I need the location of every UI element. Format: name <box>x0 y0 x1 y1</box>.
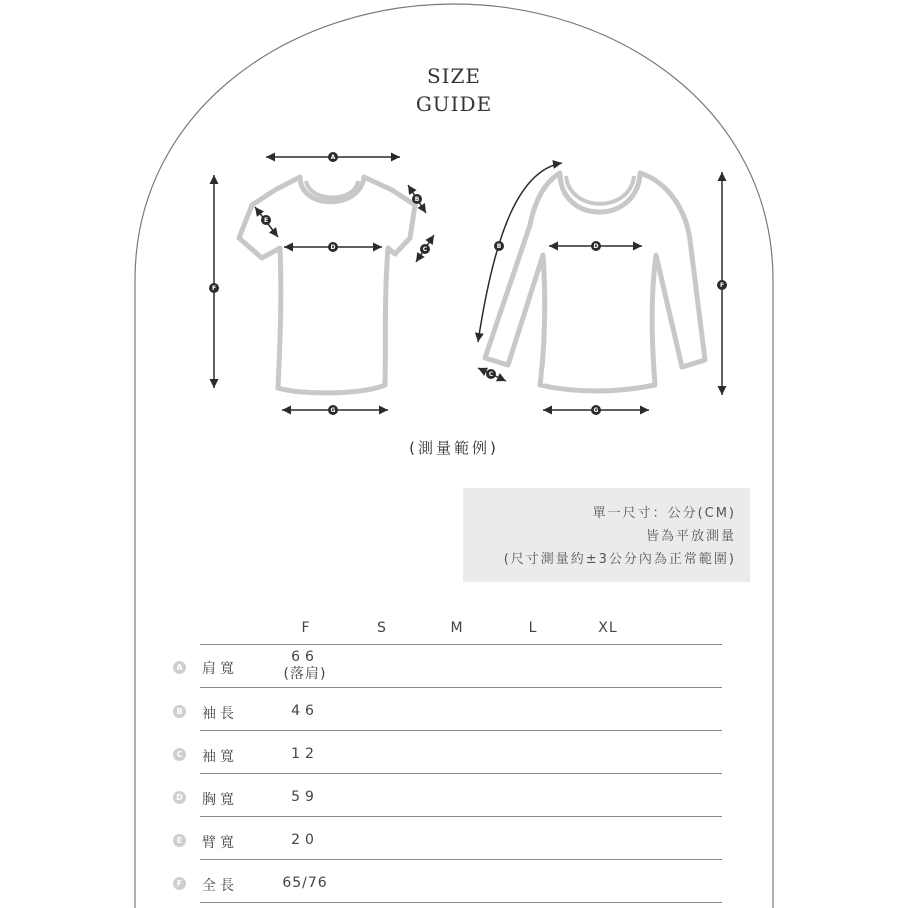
row-label: 肩寬 <box>202 661 238 677</box>
svg-text:C: C <box>422 246 428 253</box>
row-value-f: 12 <box>291 746 319 762</box>
row-label: 臂寬 <box>202 835 238 851</box>
marker-f-left <box>209 283 219 293</box>
svg-text:G: G <box>593 407 599 414</box>
table-row <box>0 816 908 859</box>
marker-f-right <box>717 280 727 290</box>
table-divider <box>200 902 722 903</box>
svg-text:D: D <box>330 244 336 251</box>
col-head-l: L <box>528 620 538 636</box>
measurement-note <box>463 488 750 582</box>
row-label: 袖寬 <box>202 749 238 765</box>
longsleeve-outline <box>485 173 705 391</box>
svg-text:G: G <box>330 407 336 414</box>
marker-c-long <box>486 369 496 379</box>
marker-c-short <box>420 244 430 254</box>
marker-b-short <box>412 194 422 204</box>
svg-text:F: F <box>719 282 725 289</box>
row-value-f: 20 <box>291 832 319 848</box>
note-line-2: 皆為平放測量 <box>645 529 736 544</box>
col-head-m: M <box>450 620 464 636</box>
svg-text:B: B <box>414 196 420 203</box>
svg-text:C: C <box>488 371 494 378</box>
tshirt-outline <box>239 177 415 393</box>
row-value-f: 66 <box>291 649 319 665</box>
marker-e <box>261 215 271 225</box>
marker-g-long <box>591 405 601 415</box>
table-row <box>0 687 908 730</box>
marker-d-long <box>591 241 601 251</box>
col-head-s: S <box>377 620 387 636</box>
table-row <box>0 644 908 687</box>
marker-a <box>328 152 338 162</box>
svg-text:A: A <box>330 154 336 161</box>
row-badge: B <box>173 705 186 718</box>
col-head-f: F <box>301 620 311 636</box>
svg-text:E: E <box>263 217 269 224</box>
title-line-1: SIZE <box>426 64 482 88</box>
row-value-f: 65/76 <box>282 875 328 891</box>
row-value-f: 46 <box>291 703 319 719</box>
row-badge: E <box>173 834 186 847</box>
row-label: 全長 <box>202 878 238 894</box>
row-badge: A <box>173 661 186 674</box>
row-label: 袖長 <box>202 706 238 722</box>
row-badge: D <box>173 791 186 804</box>
svg-text:B: B <box>496 243 502 250</box>
col-head-xl: XL <box>598 620 618 636</box>
table-row <box>0 859 908 902</box>
table-row <box>0 773 908 816</box>
row-value-f: 59 <box>291 789 319 805</box>
marker-g-short <box>328 405 338 415</box>
note-line-1: 單一尺寸：公分(CM) <box>592 506 736 521</box>
row-badge: F <box>173 877 186 890</box>
table-row <box>0 730 908 773</box>
row-badge: C <box>173 748 186 761</box>
row-label: 胸寬 <box>202 792 238 808</box>
diagram-caption: (測量範例) <box>409 439 499 457</box>
marker-b-long <box>494 241 504 251</box>
svg-text:F: F <box>211 285 217 292</box>
marker-d-short <box>328 242 338 252</box>
note-line-3: (尺寸測量約±3公分內為正常範圍) <box>503 552 736 567</box>
svg-text:D: D <box>593 243 599 250</box>
title-line-2: GUIDE <box>415 92 493 116</box>
row-value-note: (落肩) <box>283 666 327 682</box>
